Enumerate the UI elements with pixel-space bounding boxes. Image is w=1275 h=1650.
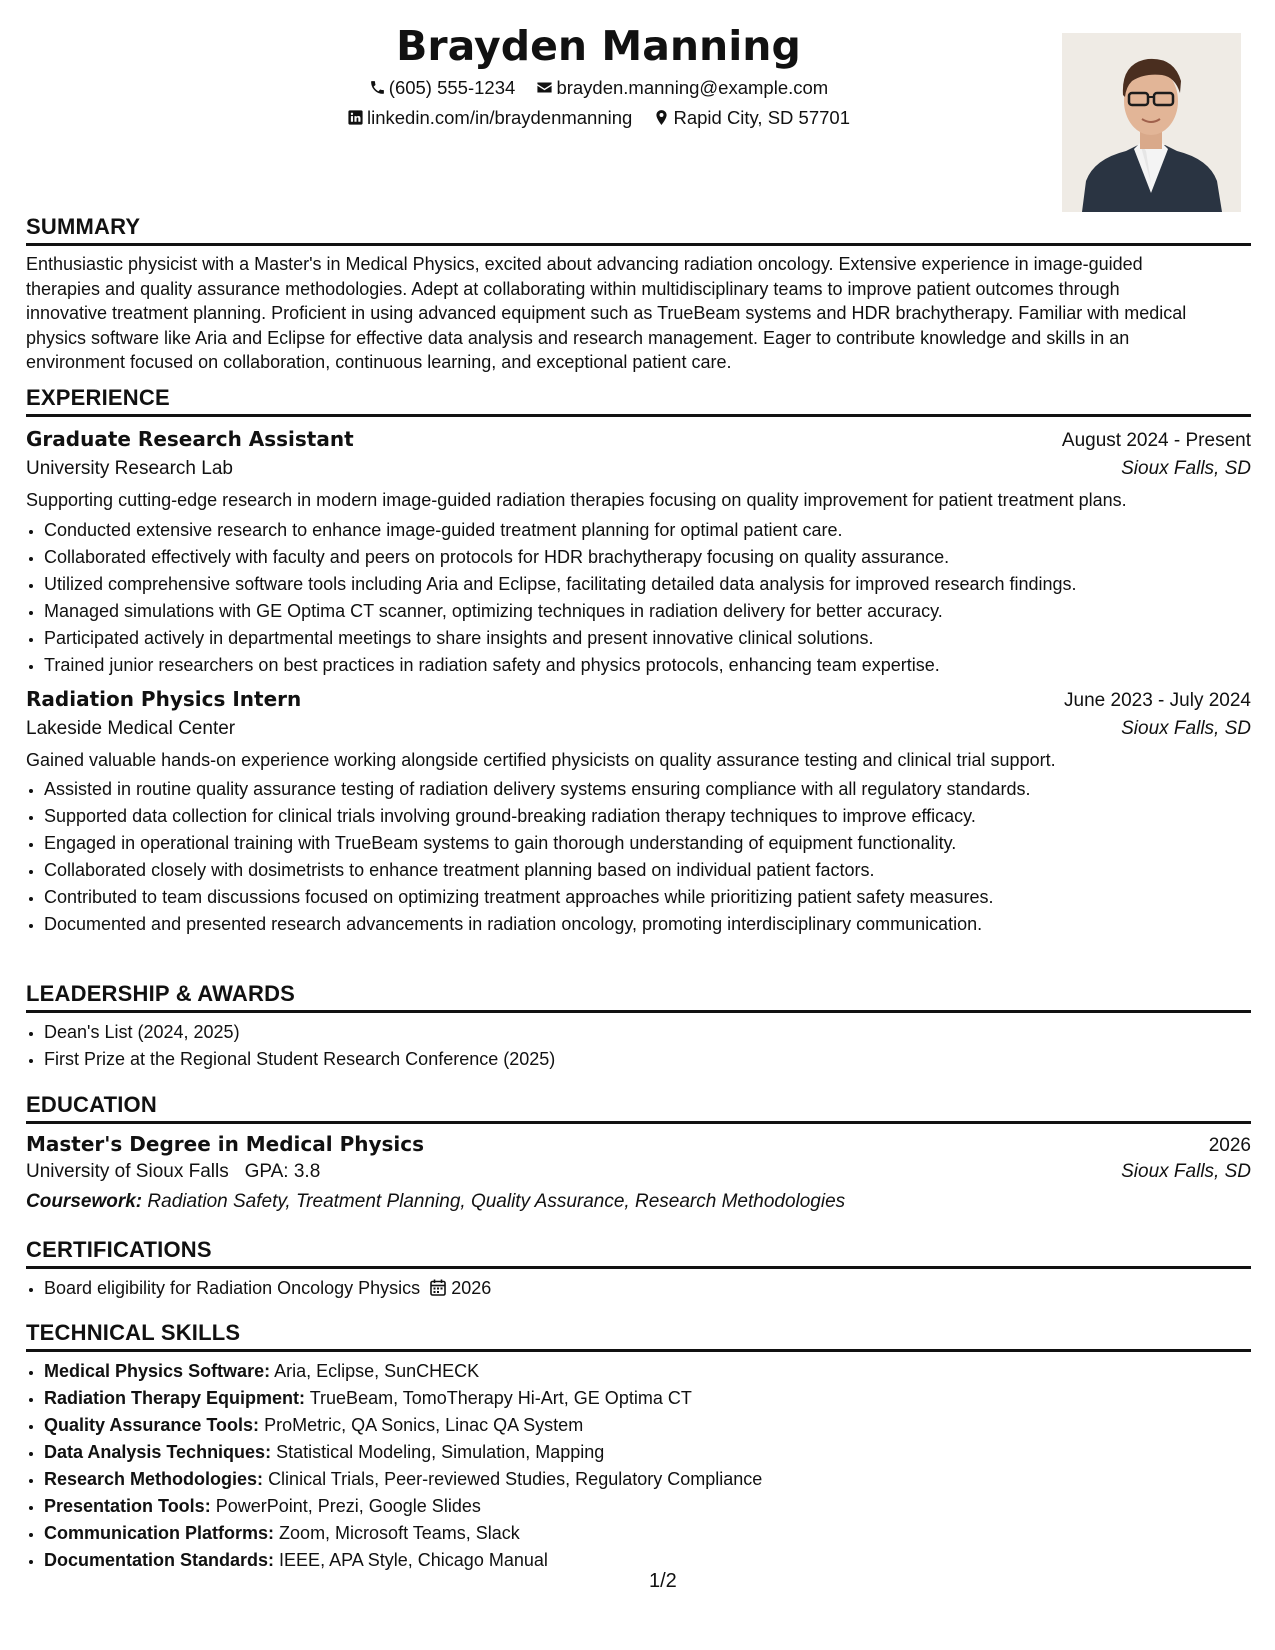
job-organization: University Research Lab	[26, 458, 233, 479]
education-section	[26, 1092, 1251, 1213]
profile-photo	[1062, 33, 1241, 212]
skill-label: Documentation Standards:	[44, 1550, 275, 1570]
awards-list	[26, 1019, 1251, 1073]
list-item	[44, 1358, 1251, 1385]
degree-title: Master's Degree in Medical Physics	[26, 1132, 425, 1156]
list-item	[44, 1439, 1251, 1466]
location-text: Rapid City, SD 57701	[673, 107, 850, 128]
leadership-section	[26, 981, 1251, 1073]
job-bullets	[26, 517, 1251, 679]
coursework	[26, 1191, 1251, 1213]
school-location: Sioux Falls, SD	[1121, 1161, 1251, 1182]
certification-name: Board eligibility for Radiation Oncology Physics	[44, 1278, 421, 1298]
phone-icon	[369, 79, 386, 96]
list-item: • First Prize at the Regional Student Research Conference (2025)	[44, 1046, 1251, 1073]
section-title-summary: SUMMARY	[26, 214, 1251, 246]
list-item	[44, 1466, 1251, 1493]
list-item: • Managed simulations with GE Optima CT scanner, optimizing techniques in radiation delivery for better accuracy.	[44, 598, 1251, 625]
list-item	[44, 1275, 1251, 1302]
summary-section	[26, 214, 1251, 375]
skill-value: IEEE, APA Style, Chicago Manual	[279, 1550, 548, 1570]
map-pin-icon	[653, 109, 670, 126]
certifications-section	[26, 1237, 1251, 1302]
skill-label: Communication Platforms:	[44, 1523, 275, 1543]
contact-line-2	[0, 107, 1211, 129]
list-item	[44, 1412, 1251, 1439]
location-item	[653, 107, 850, 129]
summary-line: Enthusiastic physicist with a Master's in Medical Physics, excited about advancing radiation oncology. Extensive experience in image-guided	[26, 254, 1143, 274]
list-item	[44, 1547, 1251, 1574]
list-item: • Engaged in operational training with TrueBeam systems to gain thorough understanding of equipment functionality.	[44, 830, 1251, 857]
skill-value: Clinical Trials, Peer-reviewed Studies, Regulatory Compliance	[268, 1469, 763, 1489]
skill-value: Aria, Eclipse, SunCHECK	[274, 1361, 480, 1381]
contact-line-1	[0, 77, 1211, 99]
linkedin-icon	[347, 109, 364, 126]
list-item: • Dean's List (2024, 2025)	[44, 1019, 1251, 1046]
phone-item	[369, 77, 516, 99]
certifications-list	[26, 1275, 1251, 1302]
skills-list	[26, 1358, 1251, 1574]
job-entry	[26, 427, 1251, 679]
skill-value: Statistical Modeling, Simulation, Mapping	[276, 1442, 605, 1462]
list-item: • Participated actively in departmental meetings to share insights and present innovative clinical solutions.	[44, 625, 1251, 652]
list-item	[44, 1385, 1251, 1412]
experience-section	[26, 385, 1251, 938]
candidate-name: Brayden Manning	[396, 22, 801, 70]
job-bullets	[26, 776, 1251, 938]
skill-label: Medical Physics Software:	[44, 1361, 271, 1381]
section-title-skills: TECHNICAL SKILLS	[26, 1320, 1251, 1352]
coursework-label: Coursework:	[26, 1191, 143, 1212]
job-location: Sioux Falls, SD	[1121, 458, 1251, 479]
summary-line: environment focused on collaboration, continuous learning, and exceptional patient care.	[26, 352, 732, 372]
job-date: August 2024 - Present	[1061, 430, 1251, 451]
list-item: • Supported data collection for clinical trials involving ground-breaking radiation therapy techniques to improve efficacy.	[44, 803, 1251, 830]
skill-label: Radiation Therapy Equipment:	[44, 1388, 306, 1408]
linkedin-text: linkedin.com/in/braydenmanning	[367, 107, 633, 128]
calendar-icon	[430, 1279, 446, 1296]
list-item: • Utilized comprehensive software tools including Aria and Eclipse, facilitating detailed data analysis for improved research findings.	[44, 571, 1251, 598]
list-item: • Collaborated closely with dosimetrists to enhance treatment planning based on individual patient factors.	[44, 857, 1251, 884]
section-title-leadership: LEADERSHIP & AWARDS	[26, 981, 1251, 1013]
job-title: Radiation Physics Intern	[26, 686, 302, 711]
job-description: Supporting cutting-edge research in modern image-guided radiation therapies focusing on quality improvement for patient treatment plans.	[26, 490, 1127, 510]
section-title-education: EDUCATION	[26, 1092, 1251, 1124]
skill-label: Presentation Tools:	[44, 1496, 211, 1516]
list-item: • Contributed to team discussions focused on optimizing treatment approaches while prioritizing patient safety measures.	[44, 884, 1251, 911]
skill-value: TrueBeam, TomoTherapy Hi-Art, GE Optima CT	[309, 1388, 692, 1408]
email-text: brayden.manning@example.com	[556, 77, 829, 98]
skill-value: PowerPoint, Prezi, Google Slides	[215, 1496, 481, 1516]
page-number: 1/2	[649, 1570, 677, 1592]
list-item: • Conducted extensive research to enhance image-guided treatment planning for optimal patient care.	[44, 517, 1251, 544]
list-item: • Trained junior researchers on best practices in radiation safety and physics protocols, enhancing team expertise.	[44, 652, 1251, 679]
list-item: • Assisted in routine quality assurance testing of radiation delivery systems ensuring compliance with all regulatory standards.	[44, 776, 1251, 803]
section-title-experience: EXPERIENCE	[26, 385, 1251, 417]
summary-line: innovative treatment planning. Proficient in using advanced equipment such as TrueBeam systems and HDR brachytherapy. Familiar with medical	[26, 303, 1187, 323]
gpa: GPA: 3.8	[244, 1161, 321, 1182]
skills-section	[26, 1320, 1251, 1574]
list-item	[44, 1493, 1251, 1520]
job-date: June 2023 - July 2024	[1064, 689, 1251, 711]
job-location: Sioux Falls, SD	[1121, 717, 1251, 739]
job-organization: Lakeside Medical Center	[26, 717, 236, 739]
resume-page	[26, 0, 1251, 1650]
job-title: Graduate Research Assistant	[26, 427, 354, 451]
phone-text: (605) 555-1234	[388, 77, 516, 98]
skill-value: ProMetric, QA Sonics, Linac QA System	[264, 1415, 584, 1435]
skill-label: Research Methodologies:	[44, 1469, 264, 1489]
certification-year: 2026	[451, 1278, 492, 1298]
school-name: University of Sioux Falls	[26, 1161, 229, 1182]
skill-label: Data Analysis Techniques:	[44, 1442, 272, 1462]
coursework-list: Radiation Safety, Treatment Planning, Quality Assurance, Research Methodologies	[147, 1191, 846, 1212]
email-item[interactable]	[536, 77, 828, 99]
list-item: • Collaborated effectively with faculty and peers on protocols for HDR brachytherapy focusing on quality assurance.	[44, 544, 1251, 571]
list-item: • Documented and presented research advancements in radiation oncology, promoting interdisciplinary communication.	[44, 911, 1251, 938]
summary-line: physics software like Aria and Eclipse for effective data analysis and research management. Eager to contribute knowledge and skills in an	[26, 327, 1130, 348]
job-entry	[26, 687, 1251, 939]
linkedin-item[interactable]	[347, 107, 632, 129]
job-description: Gained valuable hands-on experience working alongside certified physicists on quality assurance testing and clinical trial support.	[26, 749, 1056, 770]
summary-line: therapies and quality assurance methodologies. Adept at collaborating within multidisciplinary teams to improve patient outcomes through	[26, 278, 1120, 299]
section-title-certifications: CERTIFICATIONS	[26, 1237, 1251, 1269]
skill-label: Quality Assurance Tools:	[44, 1415, 260, 1435]
resume-header	[26, 0, 1251, 212]
degree-year: 2026	[1208, 1135, 1251, 1156]
envelope-icon	[536, 79, 553, 96]
skill-value: Zoom, Microsoft Teams, Slack	[279, 1523, 520, 1543]
list-item	[44, 1520, 1251, 1547]
portrait-image	[1062, 33, 1241, 212]
summary-text	[26, 252, 1251, 375]
